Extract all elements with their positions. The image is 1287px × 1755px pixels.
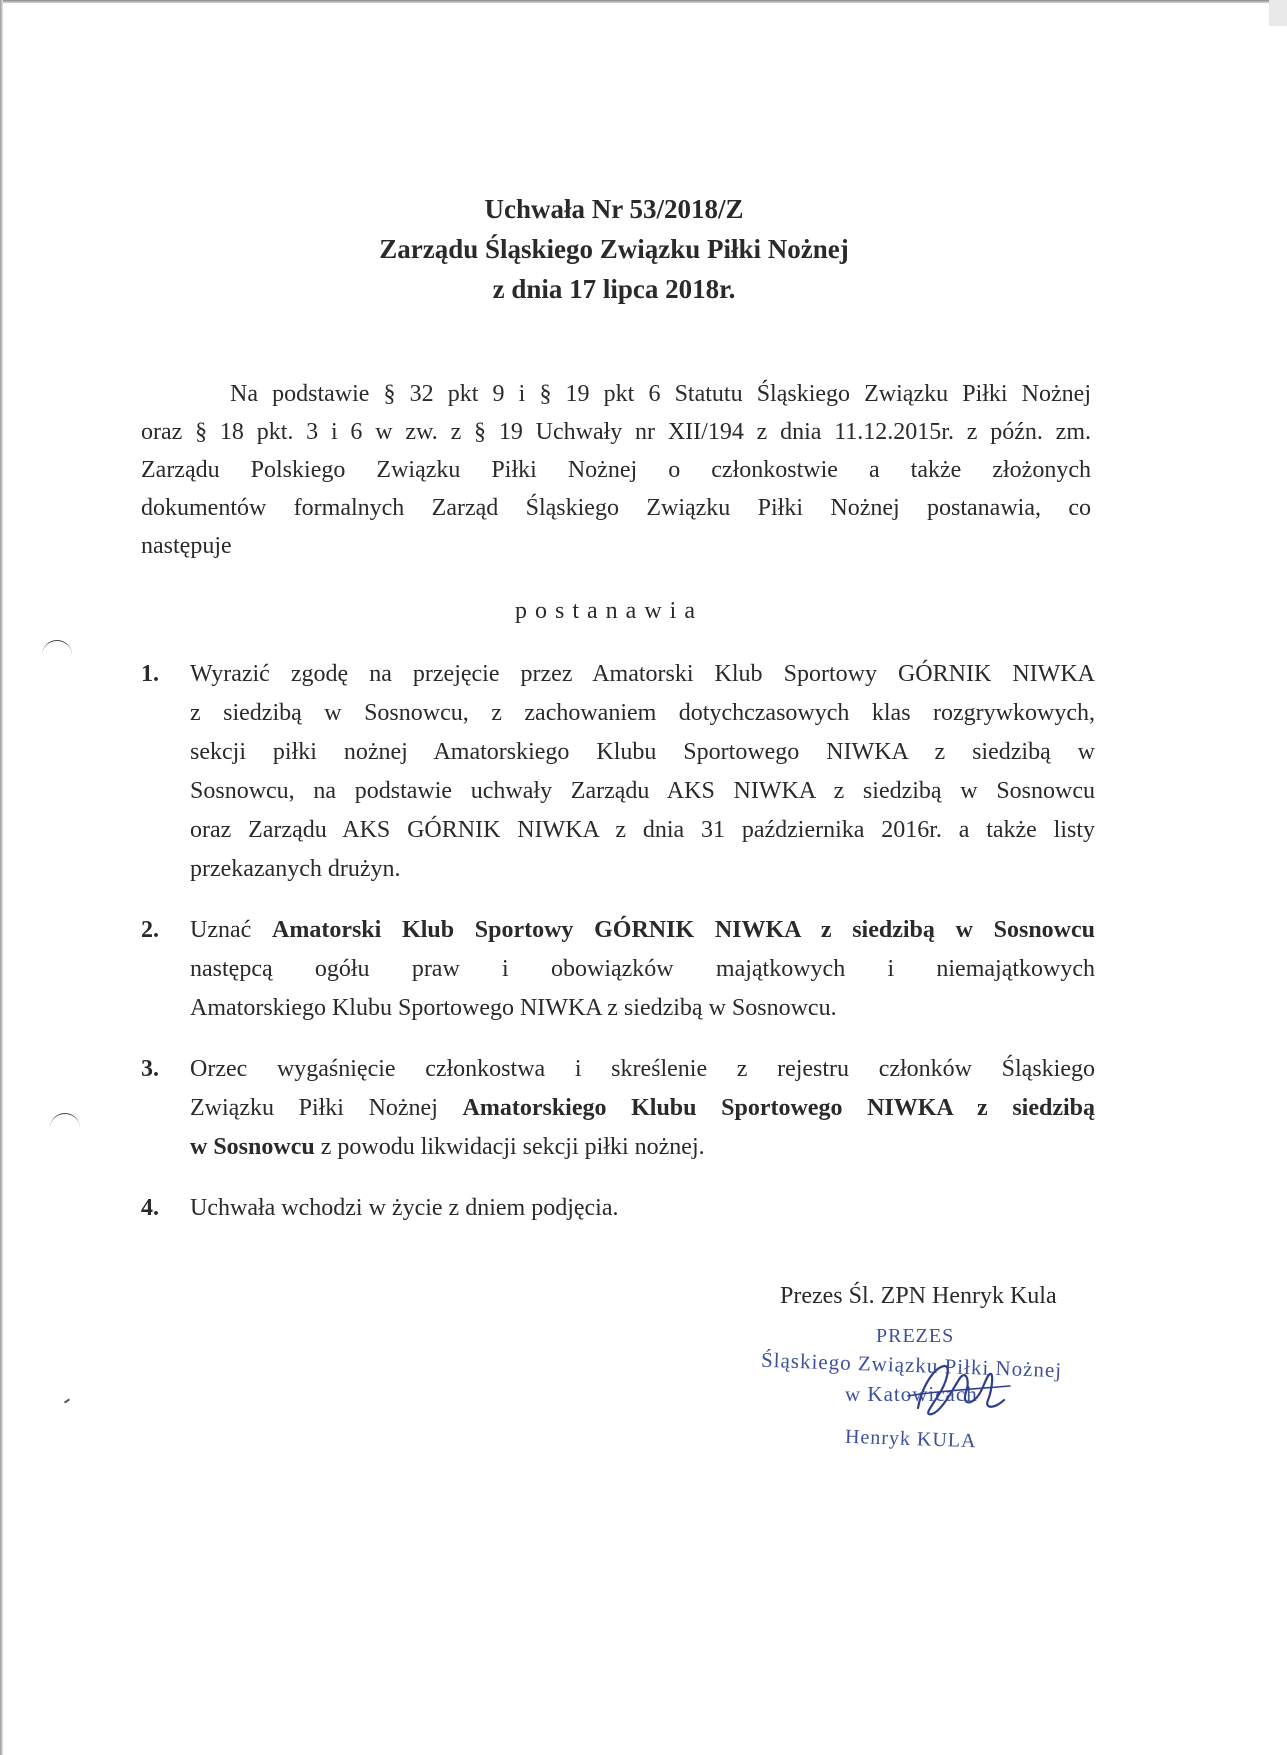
item-line bbox=[190, 950, 1095, 989]
item-text bbox=[190, 911, 1095, 1028]
item-text-run: z powodu likwidacji sekcji piłki nożnej. bbox=[314, 1134, 705, 1160]
item-text-run: oraz Zarządu AKS GÓRNIK NIWKA z dnia 31 października 2016r. a także listy bbox=[190, 817, 1095, 843]
item-line bbox=[190, 772, 1095, 811]
item-line bbox=[190, 694, 1095, 733]
preamble-line: następuje bbox=[141, 533, 232, 559]
title-line-date: z dnia 17 lipca 2018r. bbox=[492, 274, 736, 304]
stamp-organization: Śląskiego Związku Piłki Nożnej bbox=[760, 1347, 1063, 1383]
item-text-bold: Amatorskiego Klubu Sportowego NIWKA z siedzibą bbox=[462, 1095, 1096, 1121]
item-line bbox=[190, 911, 1095, 950]
preamble-line: Na podstawie § 32 pkt 9 i § 19 pkt 6 Statutu Śląskiego Związku Piłki Nożnej bbox=[230, 381, 1091, 407]
item-line bbox=[190, 850, 1095, 889]
resolution-item bbox=[141, 911, 1096, 1028]
preamble-line: oraz § 18 pkt. 3 i 6 w zw. z § 19 Uchwały nr XII/194 z dnia 11.12.2015r. z późn. zm. bbox=[141, 419, 1091, 445]
item-number: 1. bbox=[141, 661, 159, 687]
scan-edge-top bbox=[0, 0, 1287, 3]
item-line bbox=[190, 989, 1095, 1028]
item-text-run: Uchwała wchodzi w życie z dniem podjęcia. bbox=[190, 1195, 619, 1221]
resolution-item bbox=[141, 1189, 1096, 1228]
scan-corner bbox=[1269, 0, 1287, 26]
resolution-title bbox=[0, 189, 1228, 309]
item-number: 2. bbox=[141, 917, 159, 943]
item-line bbox=[190, 1050, 1095, 1089]
item-text bbox=[190, 1189, 1095, 1228]
punch-hole-mark bbox=[42, 640, 72, 657]
item-number: 3. bbox=[141, 1056, 159, 1082]
item-text-bold: Amatorski Klub Sportowy GÓRNIK NIWKA z siedzibą w Sosnowcu bbox=[272, 917, 1095, 943]
item-text-run: Sosnowcu, na podstawie uchwały Zarządu AKS NIWKA z siedzibą w Sosnowcu bbox=[190, 778, 1095, 804]
title-line-board: Zarządu Śląskiego Związku Piłki Nożnej bbox=[379, 234, 849, 264]
preamble-line: dokumentów formalnych Zarząd Śląskiego Związku Piłki Nożnej postanawia, co bbox=[141, 495, 1091, 521]
resolution-item bbox=[141, 1050, 1096, 1167]
item-line bbox=[190, 1128, 1095, 1167]
item-number: 4. bbox=[141, 1195, 159, 1221]
item-line bbox=[190, 811, 1095, 850]
resolution-items-list bbox=[141, 655, 1096, 1250]
stamp-title: PREZES bbox=[876, 1325, 955, 1347]
item-text bbox=[190, 1050, 1095, 1167]
stamp-name: Henryk KULA bbox=[844, 1425, 977, 1453]
item-text-run: Związku Piłki Nożnej bbox=[190, 1095, 463, 1121]
handwritten-signature bbox=[900, 1356, 1020, 1426]
item-text bbox=[190, 655, 1095, 889]
scan-speck bbox=[64, 1398, 70, 1403]
item-line bbox=[190, 1089, 1095, 1128]
item-text-run: Orzec wygaśnięcie członkostwa i skreślenie z rejestru członków Śląskiego bbox=[190, 1056, 1095, 1082]
item-line bbox=[190, 733, 1095, 772]
item-text-run: Wyrazić zgodę na przejęcie przez Amatorski Klub Sportowy GÓRNIK NIWKA bbox=[190, 661, 1095, 687]
item-text-run: z siedzibą w Sosnowcu, z zachowaniem dotychczasowych klas rozgrywkowych, bbox=[190, 700, 1095, 726]
item-line bbox=[190, 655, 1095, 694]
decides-heading: postanawia bbox=[515, 598, 703, 624]
signature-caption: Prezes Śl. ZPN Henryk Kula bbox=[780, 1283, 1057, 1309]
stamp-city: w Katowicach bbox=[845, 1382, 978, 1406]
president-stamp bbox=[750, 1318, 1080, 1468]
item-line bbox=[190, 1189, 1095, 1228]
preamble-paragraph bbox=[141, 375, 1091, 565]
item-text-run: przekazanych drużyn. bbox=[190, 856, 401, 882]
item-text-run: następcą ogółu praw i obowiązków majątkowych i niemajątkowych bbox=[190, 956, 1095, 982]
punch-hole-mark bbox=[50, 1113, 80, 1130]
item-text-bold: w Sosnowcu bbox=[190, 1134, 315, 1160]
item-text-run: sekcji piłki nożnej Amatorskiego Klubu Sportowego NIWKA z siedzibą w bbox=[190, 739, 1095, 765]
item-text-run: Amatorskiego Klubu Sportowego NIWKA z siedzibą w Sosnowcu. bbox=[190, 995, 837, 1021]
preamble-line: Zarządu Polskiego Związku Piłki Nożnej o członkostwie a także złożonych bbox=[141, 457, 1091, 483]
resolution-item bbox=[141, 655, 1096, 889]
title-line-number: Uchwała Nr 53/2018/Z bbox=[484, 194, 744, 224]
item-text-run: Uznać bbox=[190, 917, 272, 943]
